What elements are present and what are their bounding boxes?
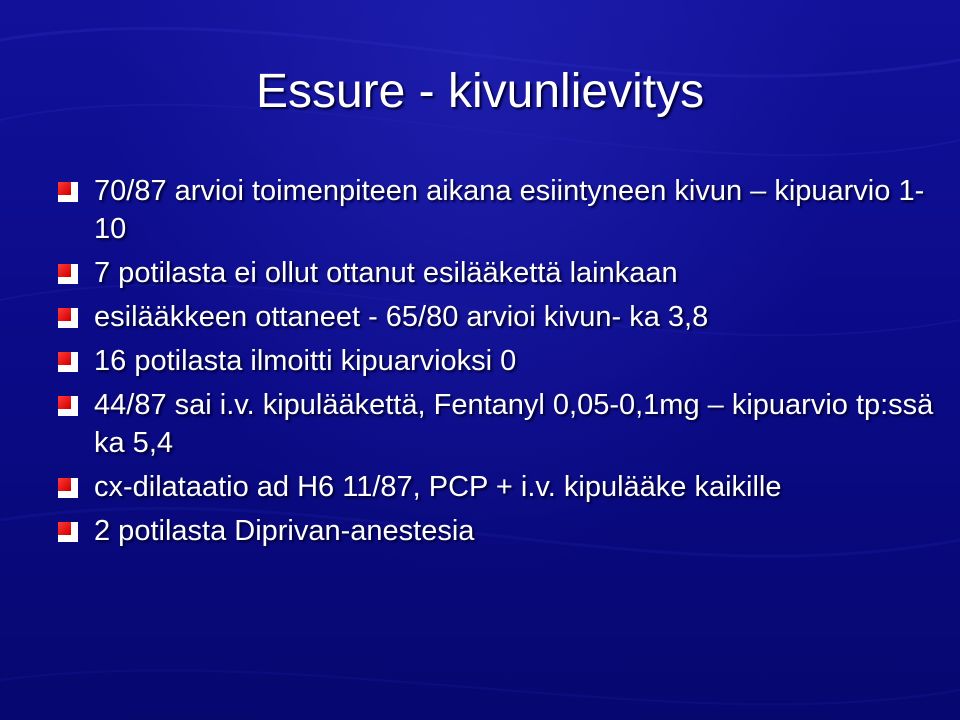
bullet-text: esilääkkeen ottaneet - 65/80 arvioi kivun- ka 3,8 (94, 301, 709, 333)
bullet-item (58, 342, 938, 380)
bullet-item (58, 298, 938, 336)
background-streak (0, 670, 960, 704)
bullet-item (58, 172, 938, 248)
slide-title: Essure - kivunlievitys (255, 65, 705, 118)
bullet-marker-icon (58, 308, 78, 328)
bullet-item (58, 386, 938, 462)
bullet-marker-icon (58, 396, 78, 416)
bullet-text: 70/87 arvioi toimenpiteen aikana esiintyneen kivun – kipuarvio 1-10 (94, 175, 925, 245)
bullet-marker-icon (58, 182, 78, 202)
bullet-marker-icon (58, 264, 78, 284)
bullet-marker-icon (58, 478, 78, 498)
bullet-list (58, 172, 938, 556)
bullet-text: 2 potilasta Diprivan-anestesia (94, 515, 475, 547)
bullet-marker-icon (58, 522, 78, 542)
bullet-item (58, 468, 938, 506)
bullet-text: 44/87 sai i.v. kipulääkettä, Fentanyl 0,05-0,1mg – kipuarvio tp:ssä ka 5,4 (94, 389, 934, 459)
bullet-marker-icon (58, 352, 78, 372)
bullet-item (58, 254, 938, 292)
bullet-text: 7 potilasta ei ollut ottanut esilääkettä lainkaan (94, 257, 678, 289)
bullet-item (58, 512, 938, 550)
bullet-text: cx-dilataatio ad H6 11/87, PCP + i.v. kipulääke kaikille (94, 471, 782, 503)
bullet-text: 16 potilasta ilmoitti kipuarvioksi 0 (94, 345, 517, 377)
